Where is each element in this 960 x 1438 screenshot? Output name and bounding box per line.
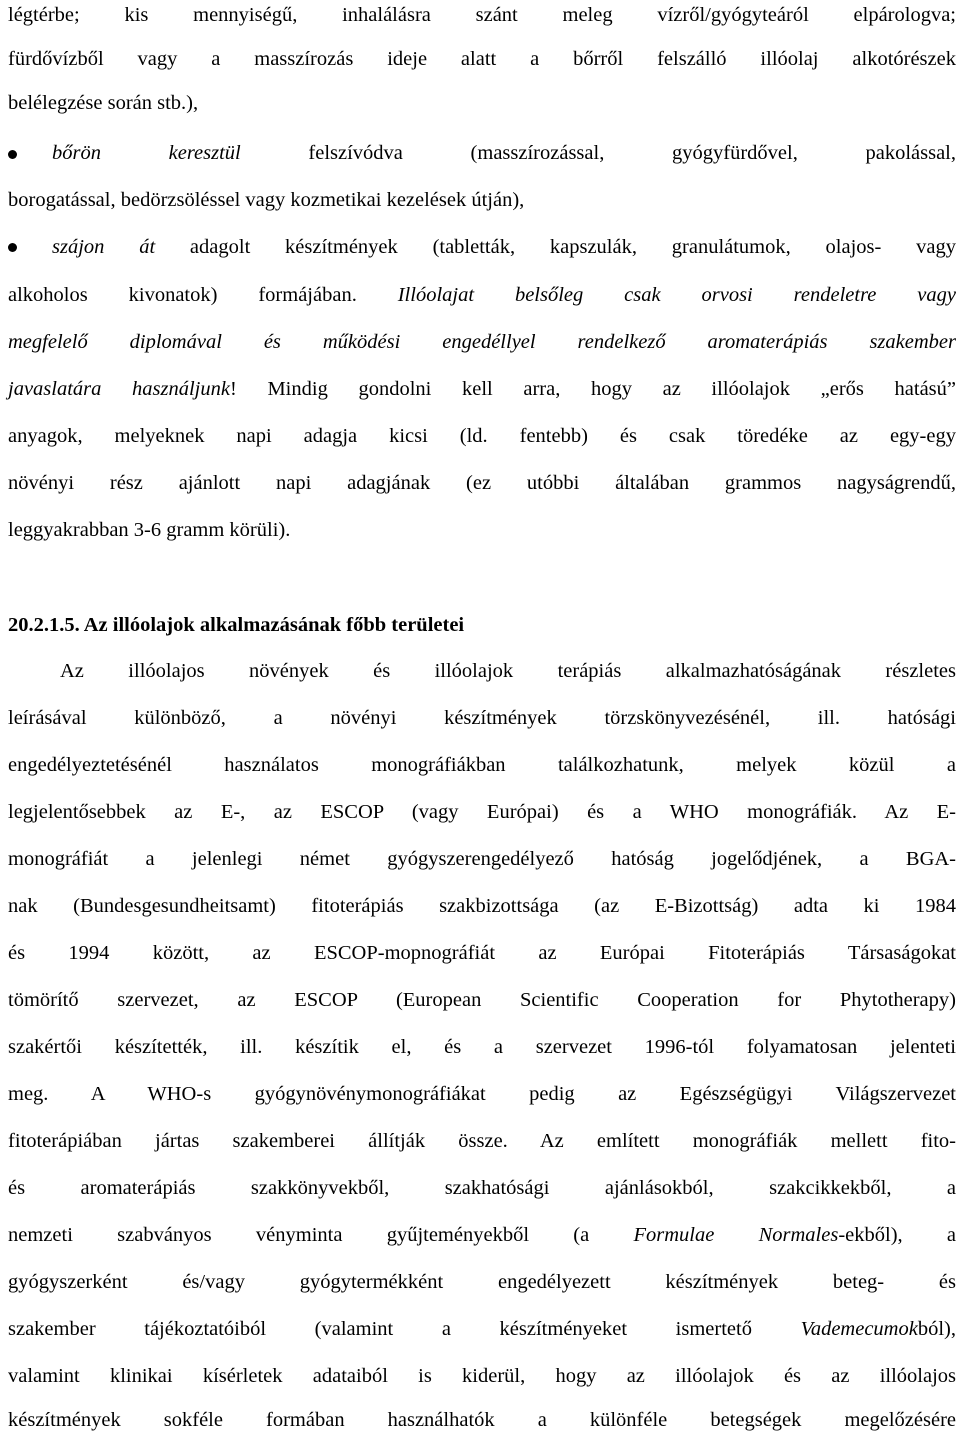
text-line: szakértői készítették, ill. készítik el, és a szervezet 1996-tól folyamatosan jelenteti <box>8 1036 956 1058</box>
text-line: Az illóolajos növények és illóolajok terápiás alkalmazhatóságának részletes <box>60 660 956 682</box>
text-run: ból), <box>917 1318 956 1340</box>
text-run: nemzeti szabványos vényminta gyűjteményekből (a <box>8 1224 634 1246</box>
italic-phrase: javaslatára használjunk <box>8 378 230 400</box>
italic-phrase: megfelelő diplomával és működési engedéllyel rendelkező aromaterápiás szakember <box>8 331 956 353</box>
text-line: fitoterápiában jártas szakemberei állítják össze. Az említett monográfiák mellett fito- <box>8 1130 956 1152</box>
text-line: borogatással, bedörzsöléssel vagy kozmetikai kezelések útján), <box>8 189 525 211</box>
text-line: növényi rész ajánlott napi adagjának (ez utóbbi általában grammos nagyságrendű, <box>8 472 956 494</box>
text-line: és aromaterápiás szakkönyvekből, szakhatósági ajánlásokból, szakcikkekből, a <box>8 1177 956 1199</box>
text-line: tömörítő szervezet, az ESCOP (European Scientific Cooperation for Phytotherapy) <box>8 989 956 1011</box>
text-line: gyógyszerként és/vagy gyógytermékként engedélyezett készítmények beteg- és <box>8 1271 956 1293</box>
text-line: engedélyeztetésénél használatos monográfiákban találkozhatunk, melyek közül a <box>8 754 956 776</box>
text-line: belélegzése során stb.), <box>8 92 199 114</box>
text-line: készítmények sokféle formában használhatók a különféle betegségek megelőzésére <box>8 1409 956 1431</box>
text-run: alkoholos kivonatok) formájában. <box>8 284 398 306</box>
section-heading: 20.2.1.5. Az illóolajok alkalmazásának főbb területei <box>8 614 465 636</box>
italic-phrase: Vademecumok <box>800 1318 918 1340</box>
text-line: és 1994 között, az ESCOP-mopnográfiát az Európai Fitoterápiás Társaságokat <box>8 942 956 964</box>
text-line: fürdővízből vagy a masszírozás ideje alatt a bőrről felszálló illóolaj alkotórészek <box>8 48 956 70</box>
text-line: anyagok, melyeknek napi adagja kicsi (ld. fentebb) és csak töredéke az egy-egy <box>8 425 956 447</box>
text-line: nak (Bundesgesundheitsamt) fitoterápiás szakbizottsága (az E-Bizottság) adta ki 1984 <box>8 895 956 917</box>
bullet-item <box>52 232 956 262</box>
text-line: légtérbe; kis mennyiségű, inhalálásra szánt meleg vízről/gyógyteáról elpárologva; <box>8 4 956 26</box>
text-run: ! Mindig gondolni kell arra, hogy az illóolajok „erős hatású” <box>229 378 956 400</box>
bullet-icon <box>8 150 17 159</box>
text-line: legjelentősebbek az E-, az ESCOP (vagy Európai) és a WHO monográfiák. Az E- <box>8 801 956 823</box>
text-line <box>8 280 956 310</box>
text-line: valamint klinikai kísérletek adataiból is kiderül, hogy az illóolajok és az illóolajos <box>8 1365 956 1387</box>
italic-phrase: szájon át <box>52 236 156 258</box>
text-run: -ekből), a <box>838 1224 957 1246</box>
text-line: leggyakrabban 3-6 gramm körüli). <box>8 519 291 541</box>
text-run: felszívódva (masszírozással, gyógyfürdővel, pakolással, <box>240 142 956 164</box>
italic-phrase: Formulae Normales <box>633 1224 839 1246</box>
text-line <box>8 1220 956 1250</box>
bullet-icon <box>8 243 17 252</box>
text-run: szakember tájékoztatóiból (valamint a készítményeket ismertető <box>8 1318 801 1340</box>
text-line: meg. A WHO-s gyógynövénymonográfiákat pedig az Egészségügyi Világszervezet <box>8 1083 956 1105</box>
text-line <box>8 327 956 357</box>
text-run: adagolt készítmények (tabletták, kapszulák, granulátumok, olajos- vagy <box>155 236 956 258</box>
text-line <box>8 374 956 404</box>
text-line: leírásával különböző, a növényi készítmények törzskönyvezésénél, ill. hatósági <box>8 707 956 729</box>
text-line <box>8 1314 956 1344</box>
text-line: monográfiát a jelenlegi német gyógyszerengedélyező hatóság jogelődjének, a BGA- <box>8 848 956 870</box>
italic-phrase: bőrön keresztül <box>52 142 241 164</box>
bullet-item <box>52 138 956 168</box>
italic-phrase: Illóolajat belsőleg csak orvosi rendeletre vagy <box>397 284 956 306</box>
